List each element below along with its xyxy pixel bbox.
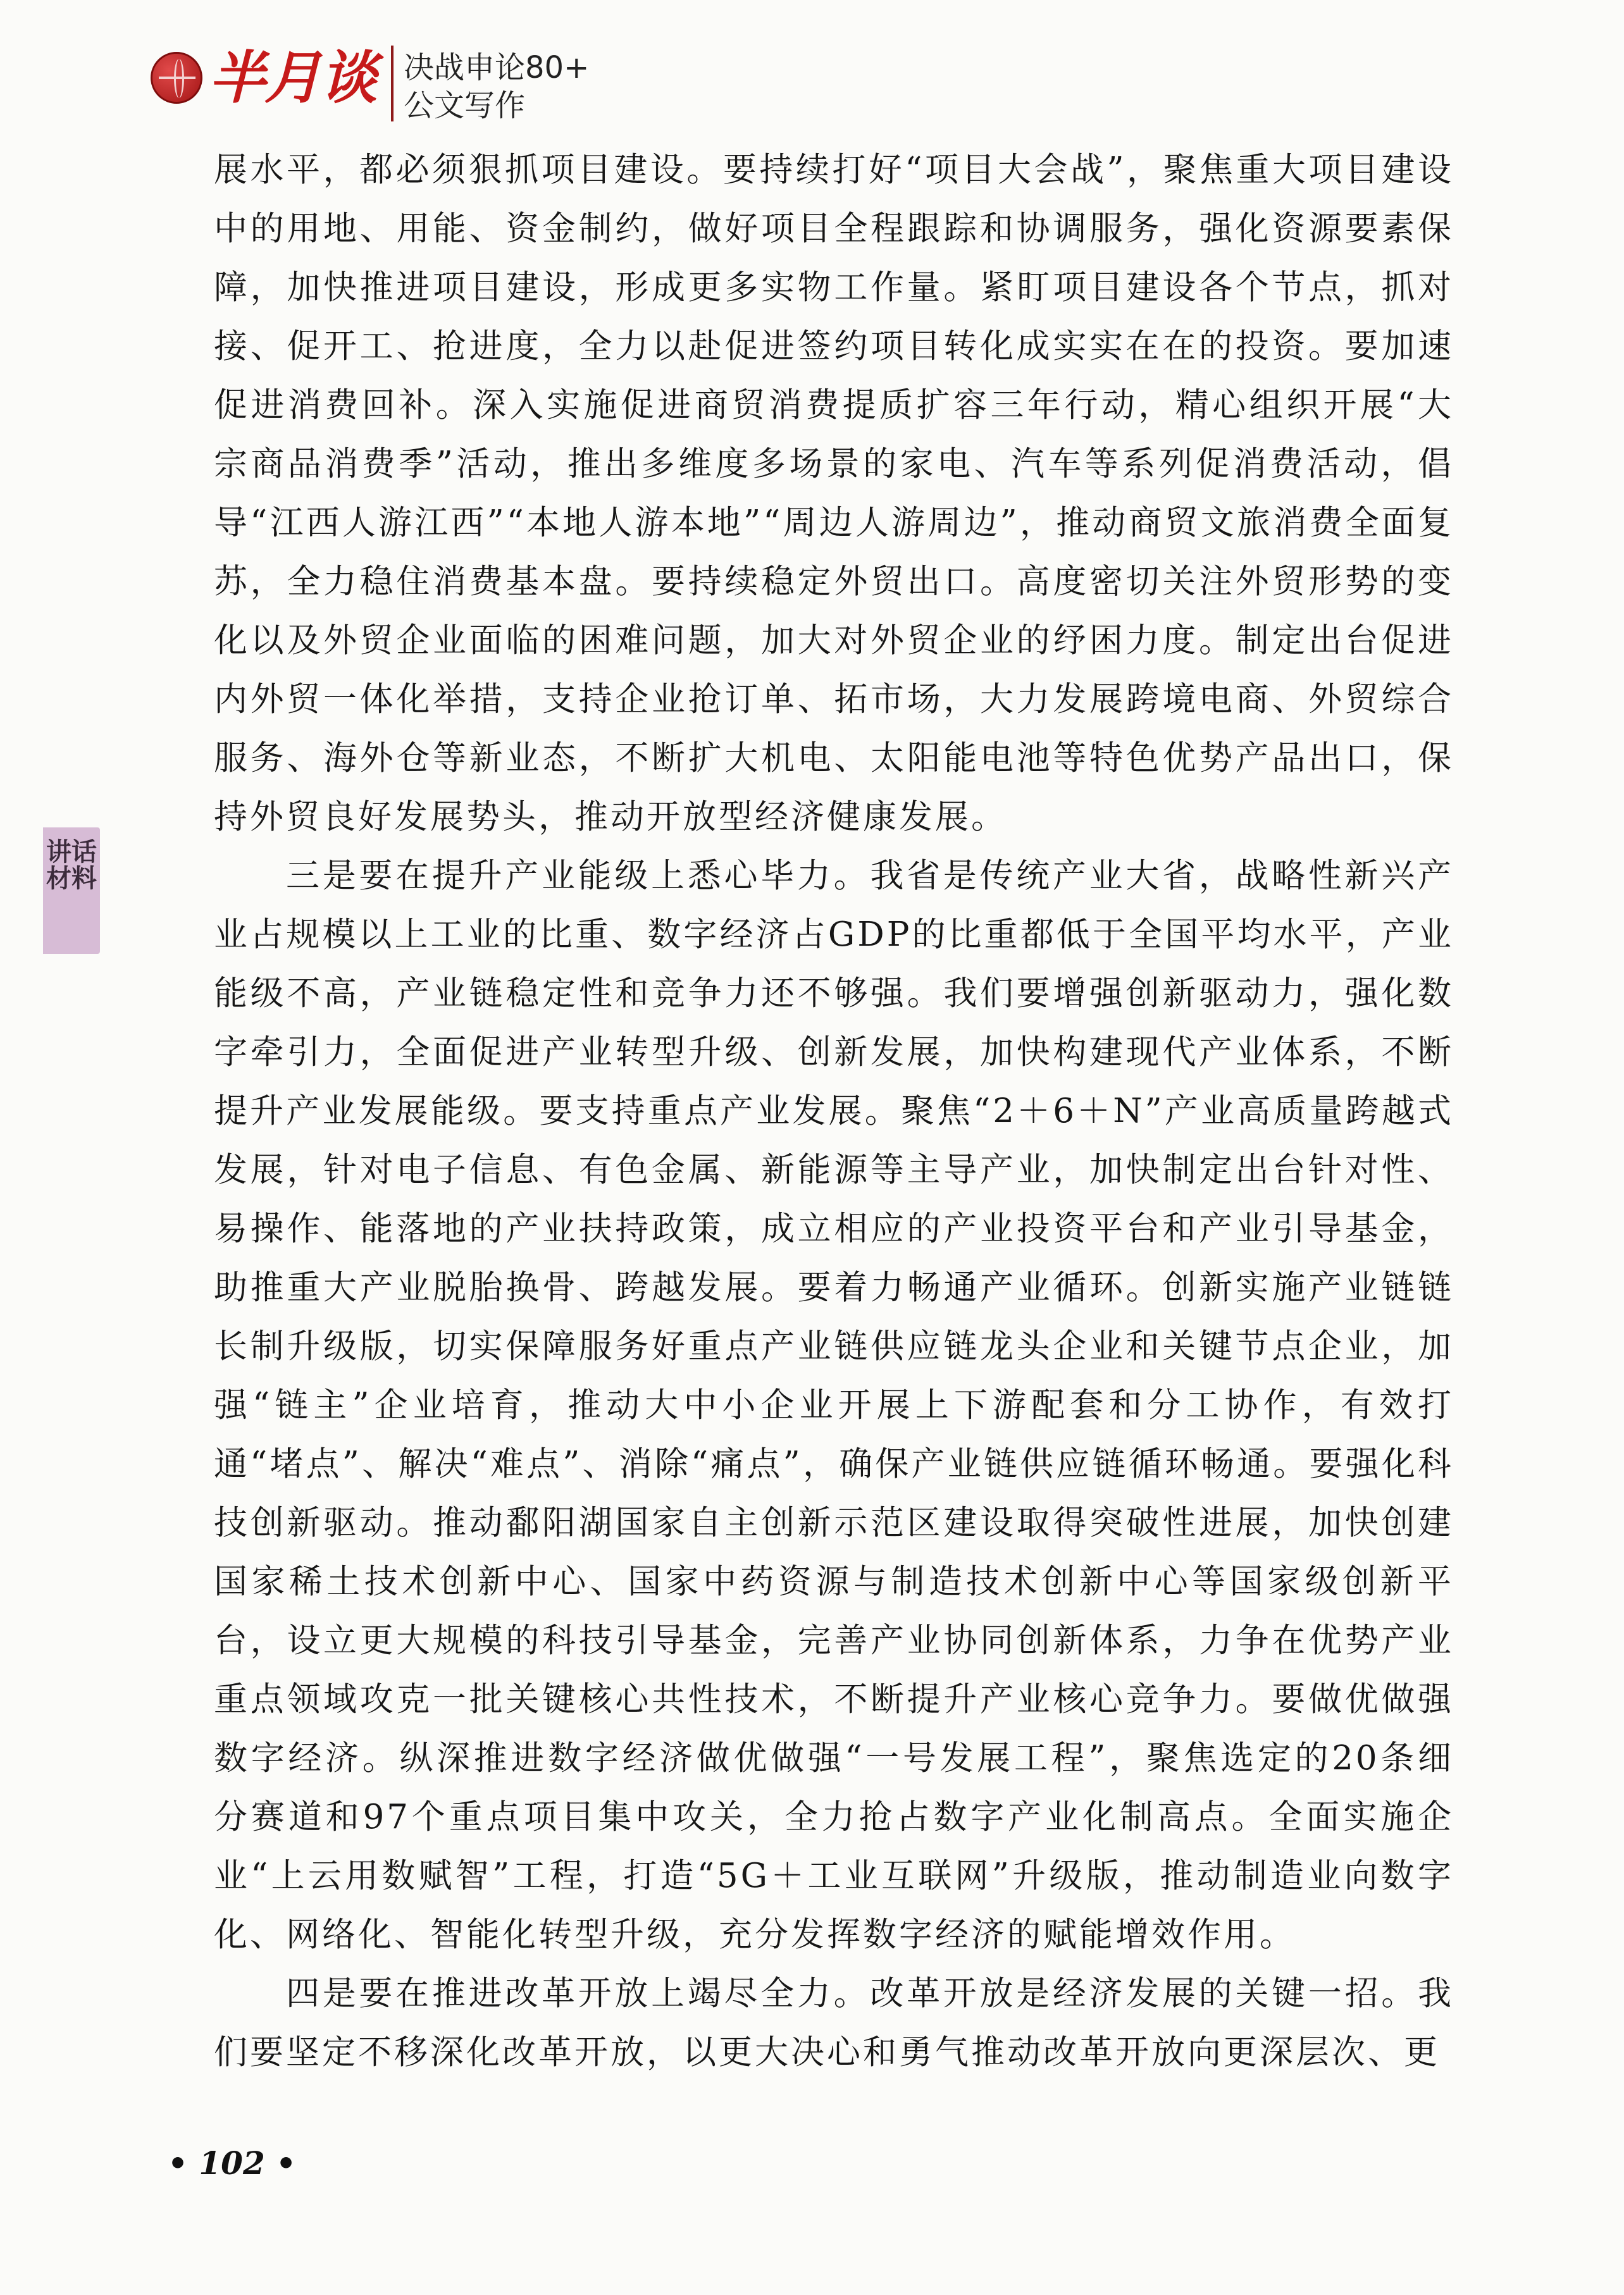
page-header <box>151 33 783 121</box>
header-divider <box>391 46 394 121</box>
globe-logo-icon <box>151 52 202 104</box>
series-title: 决战申论80+ <box>404 50 590 85</box>
paragraph-point-four: 四是要在推进改革开放上竭尽全力。改革开放是经济发展的关键一招。我们要坚定不移深化改革开放，以更大决心和勇气推动改革开放向更深层次、更 <box>214 1974 1454 2072</box>
magazine-logo: 半月谈 <box>209 45 376 111</box>
body-text <box>214 140 1454 2082</box>
paragraph-point-three: 三是要在提升产业能级上悉心毕力。我省是传统产业大省，战略性新兴产业占规模以上工业的比重、数字经济占GDP的比重都低于全国平均水平，产业能级不高，产业链稳定性和竞争力还不够强。我们要增强创新驱动力，强化数字牵引力，全面促进产业转型升级、创新发展，加快构建现代产业体系，不断提升产业发展能级。要支持重点产业发展。聚焦“2＋6＋N”产业高质量跨越式发展，针对电子信息、有色金属、新能源等主导产业，加快制定出台针对性、易操作、能落地的产业扶持政策，成立相应的产业投资平台和产业引导基金，助推重大产业脱胎换骨、跨越发展。要着力畅通产业循环。创新实施产业链链长制升级版，切实保障服务好重点产业链供应链龙头企业和关键节点企业，加强“链主”企业培育，推动大中小企业开展上下游配套和分工协作，有效打通“堵点”、解决“难点”、消除“痛点”，确保产业链供应链循环畅通。要强化科技创新驱动。推动鄱阳湖国家自主创新示范区建设取得突破性进展，加快创建国家稀土技术创新中心、国家中药资源与制造技术创新中心等国家级创新平台，设立更大规模的科技引导基金，完善产业协同创新体系，力争在优势产业重点领域攻克一批关键核心共性技术，不断提升产业核心竞争力。要做优做强数字经济。纵深推进数字经济做优做强“一号发展工程”，聚焦选定的20条细分赛道和97个重点项目集中攻关，全力抢占数字产业化制高点。全面实施企业“上云用数赋智”工程，打造“5G＋工业互联网”升级版，推动制造业向数字化、网络化、智能化转型升级，充分发挥数字经济的赋能增效作用。 <box>214 857 1454 1954</box>
paragraph-continued: 展水平，都必须狠抓项目建设。要持续打好“项目大会战”，聚焦重大项目建设中的用地、用能、资金制约，做好项目全程跟踪和协调服务，强化资源要素保障，加快推进项目建设，形成更多实物工作量。紧盯项目建设各个节点，抓对接、促开工、抢进度，全力以赴促进签约项目转化成实实在在的投资。要加速促进消费回补。深入实施促进商贸消费提质扩容三年行动，精心组织开展“大宗商品消费季”活动，推出多维度多场景的家电、汽车等系列促消费活动，倡导“江西人游江西”“本地人游本地”“周边人游周边”，推动商贸文旅消费全面复苏，全力稳住消费基本盘。要持续稳定外贸出口。高度密切关注外贸形势的变化以及外贸企业面临的困难问题，加大对外贸企业的纾困力度。制定出台促进内外贸一体化举措，支持企业抢订单、拓市场，大力发展跨境电商、外贸综合服务、海外仓等新业态，不断扩大机电、太阳能电池等特色优势产品出口，保持外贸良好发展势头，推动开放型经济健康发展。 <box>214 151 1454 836</box>
side-section-tab <box>43 827 100 954</box>
side-tab-label: 讲话材料 <box>46 838 97 893</box>
section-title: 公文写作 <box>404 88 526 123</box>
page-number: • 102 • <box>168 2144 297 2182</box>
